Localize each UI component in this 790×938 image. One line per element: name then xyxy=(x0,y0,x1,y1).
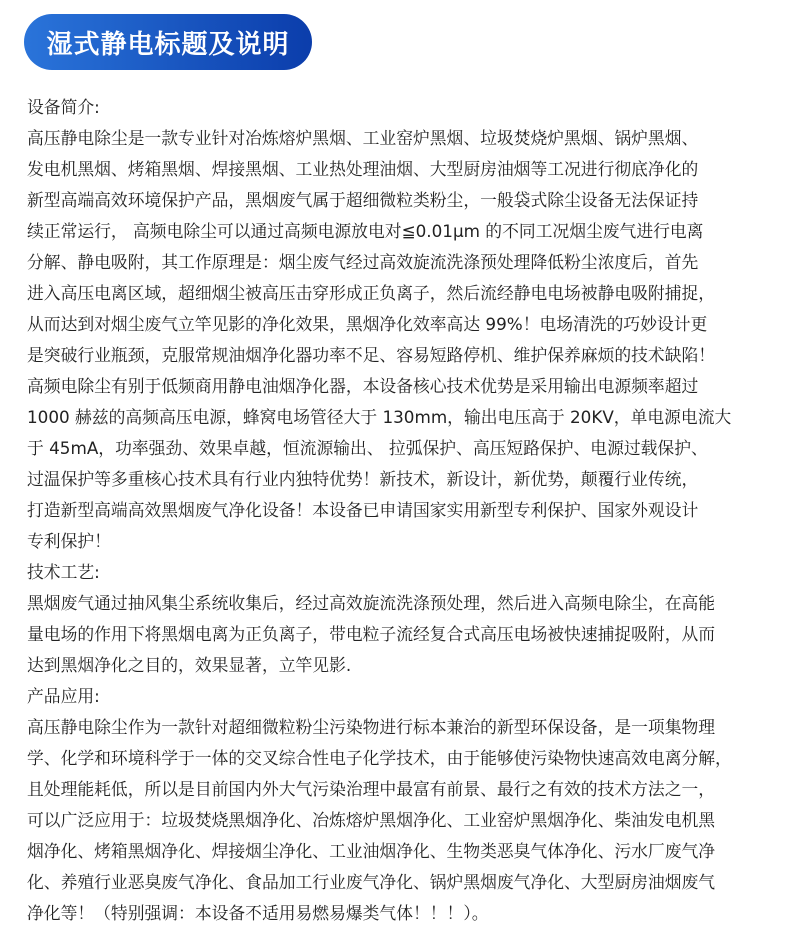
document-body xyxy=(27,92,787,929)
paragraph-line: 高压静电除尘作为一款针对超细微粒粉尘污染物进行标本兼治的新型环保设备，是一项集物理 xyxy=(27,717,716,737)
paragraph-line: 续正常运行， 高频电除尘可以通过高频电源放电对≦0.01μm 的不同工况烟尘废气进行电离 xyxy=(27,221,704,241)
paragraph-line: 是突破行业瓶颈，克服常规油烟净化器功率不足、容易短路停机、维护保养麻烦的技术缺陷！ xyxy=(27,345,716,365)
paragraph-line: 烟净化、烤箱黑烟净化、焊接烟尘净化、工业油烟净化、生物类恶臭气体净化、污水厂废气净 xyxy=(27,841,716,861)
paragraph-line: 从而达到对烟尘废气立竿见影的净化效果，黑烟净化效率高达 99%！电场清洗的巧妙设计更 xyxy=(27,314,708,334)
section-heading: 产品应用: xyxy=(27,686,100,706)
section-title-banner: 湿式静电标题及说明 xyxy=(24,14,312,70)
paragraph-line: 1000 赫兹的高频高压电源，蜂窝电场管径大于 130mm，输出电压高于 20KV，单电源电流大 xyxy=(27,407,732,427)
paragraph-line: 高频电除尘有别于低频商用静电油烟净化器，本设备核心技术优势是采用输出电源频率超过 xyxy=(27,376,699,396)
paragraph-line: 学、化学和环境科学于一体的交叉综合性电子化学技术，由于能够使污染物快速高效电离分解， xyxy=(27,748,732,768)
paragraph-line: 化、养殖行业恶臭废气净化、食品加工行业废气净化、锅炉黑烟废气净化、大型厨房油烟废气 xyxy=(27,872,716,892)
paragraph-line: 可以广泛应用于：垃圾焚烧黑烟净化、冶炼熔炉黑烟净化、工业窑炉黑烟净化、柴油发电机黑 xyxy=(27,810,716,830)
paragraph-line: 专利保护！ xyxy=(27,531,111,551)
paragraph-line: 过温保护等多重核心技术具有行业内独特优势！新技术，新设计，新优势，颠覆行业传统， xyxy=(27,469,699,489)
section-heading: 设备简介: xyxy=(27,97,100,117)
paragraph-line: 黑烟废气通过抽风集尘系统收集后，经过高效旋流洗涤预处理，然后进入高频电除尘，在高能 xyxy=(27,593,716,613)
paragraph-line: 量电场的作用下将黑烟电离为正负离子，带电粒子流经复合式高压电场被快速捕捉吸附，从而 xyxy=(27,624,716,644)
paragraph-line: 高压静电除尘是一款专业针对冶炼熔炉黑烟、工业窑炉黑烟、垃圾焚烧炉黑烟、锅炉黑烟、 xyxy=(27,128,699,148)
paragraph-line: 发电机黑烟、烤箱黑烟、焊接黑烟、工业热处理油烟、大型厨房油烟等工况进行彻底净化的 xyxy=(27,159,699,179)
paragraph-line: 且处理能耗低，所以是目前国内外大气污染治理中最富有前景、最行之有效的技术方法之一， xyxy=(27,779,716,799)
section-heading: 技术工艺: xyxy=(27,562,100,582)
paragraph-line: 新型高端高效环境保护产品，黑烟废气属于超细微粒类粉尘，一般袋式除尘设备无法保证持 xyxy=(27,190,699,210)
paragraph-line: 进入高压电离区域，超细烟尘被高压击穿形成正负离子，然后流经静电电场被静电吸附捕捉， xyxy=(27,283,716,303)
paragraph-line: 净化等！（特别强调：本设备不适用易燃易爆类气体！！！）。 xyxy=(27,903,489,923)
paragraph-line: 打造新型高端高效黑烟废气净化设备！本设备已申请国家实用新型专利保护、国家外观设计 xyxy=(27,500,699,520)
paragraph-line: 分解、静电吸附，其工作原理是：烟尘废气经过高效旋流洗涤预处理降低粉尘浓度后，首先 xyxy=(27,252,699,272)
paragraph-line: 于 45mA，功率强劲、效果卓越，恒流源输出、 拉弧保护、高压短路保护、电源过载保护、 xyxy=(27,438,708,458)
paragraph-line: 达到黑烟净化之目的，效果显著，立竿见影. xyxy=(27,655,352,675)
